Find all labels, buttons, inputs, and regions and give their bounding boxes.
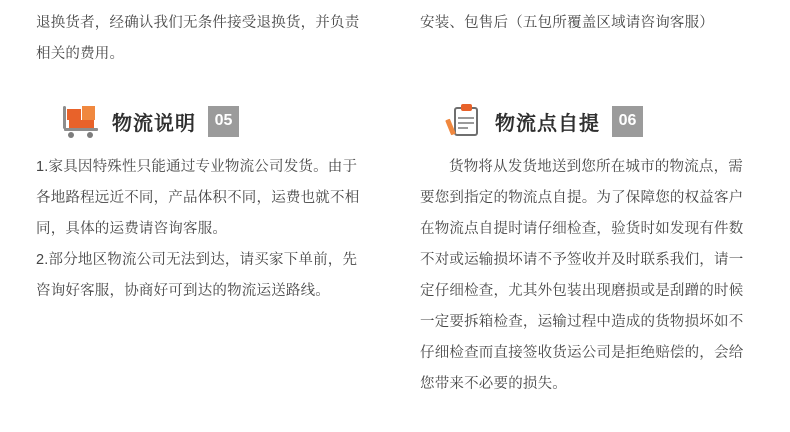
paragraph-line: 要您到指定的物流点自提。为了保障您的权益客户 — [420, 190, 744, 206]
section-number-badge: 05 — [208, 106, 239, 137]
paragraph-line: 仔细检查而直接签收货运公司是拒绝赔偿的，会给 — [420, 345, 744, 361]
paragraph-line: 安装、包售后（五包所覆盖区域请咨询客服） — [420, 15, 714, 31]
section-body-logistics-pickup — [420, 152, 768, 400]
section-header-logistics-note — [62, 100, 239, 142]
top-right-paragraph — [420, 8, 765, 39]
section-title: 物流点自提 — [495, 112, 600, 135]
section-body-logistics-note — [36, 152, 376, 307]
paragraph-line: 2.部分地区物流公司无法到达，请买家下单前，先 — [36, 252, 358, 268]
section-paragraph — [36, 152, 376, 307]
paragraph-line: 在物流点自提时请仔细检查，验货时如发现有件数 — [420, 221, 744, 237]
section-header-logistics-pickup — [445, 100, 643, 142]
paragraph-line: 各地路程远近不同，产品体积不同，运费也就不相 — [36, 190, 360, 206]
paragraph-line: 1.家具因特殊性只能通过专业物流公司发货。由于 — [36, 159, 358, 175]
section-number-badge: 06 — [612, 106, 643, 137]
paragraph-line: 退换货者，经确认我们无条件接受退换货，并负责 — [36, 15, 360, 31]
paragraph-line: 咨询好客服，协商好可到达的物流运送路线。 — [36, 283, 330, 299]
section-title: 物流说明 — [112, 112, 196, 135]
paragraph-line: 不对或运输损坏请不予签收并及时联系我们，请一 — [420, 252, 744, 268]
paragraph-line: 您带来不必要的损失。 — [420, 376, 567, 392]
clipboard-icon — [445, 103, 485, 139]
hand-truck-icon — [62, 103, 102, 139]
paragraph-line: 同，具体的运费请咨询客服。 — [36, 221, 228, 237]
section-paragraph — [420, 152, 768, 400]
paragraph-line: 一定要拆箱检查，运输过程中造成的货物损坏如不 — [420, 314, 744, 330]
paragraph-line: 定仔细检查，尤其外包装出现磨损或是刮蹭的时候 — [420, 283, 744, 299]
top-left-paragraph — [36, 8, 376, 70]
paragraph-line: 相关的费用。 — [36, 46, 125, 62]
paragraph-line: 货物将从发货地送到您所在城市的物流点，需 — [449, 159, 743, 175]
